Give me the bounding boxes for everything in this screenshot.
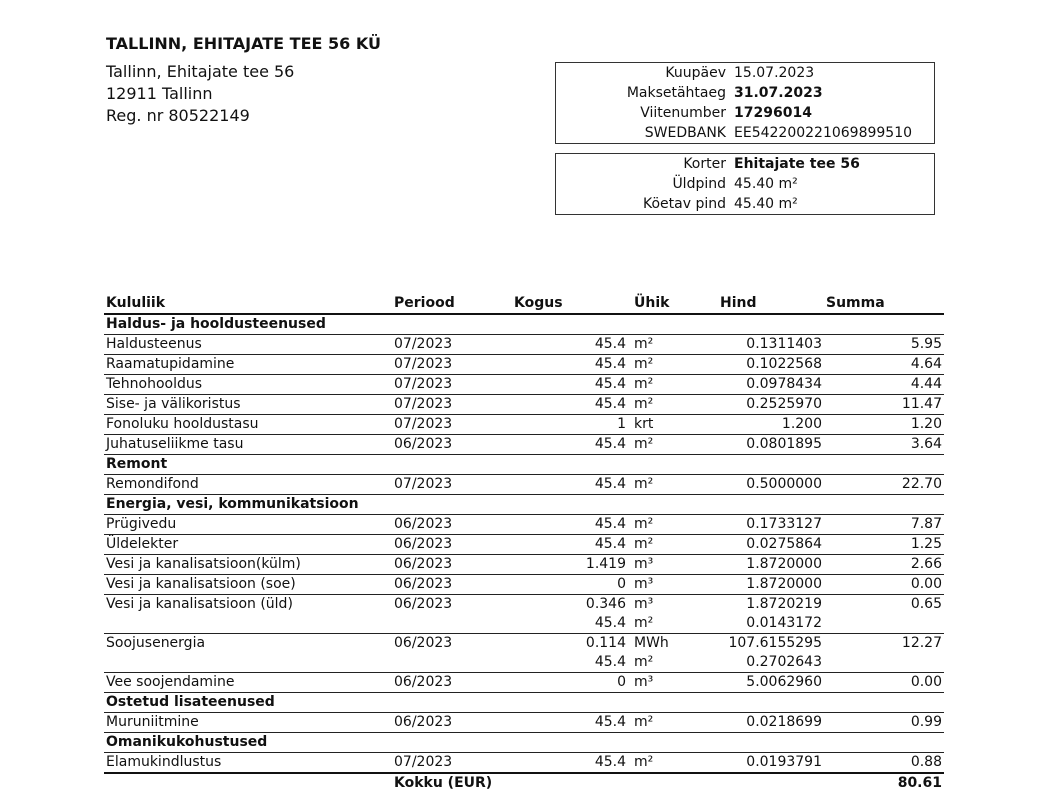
invoice-info-row — [556, 103, 934, 123]
apartment-info-box — [555, 153, 935, 215]
subrow-empty-name — [104, 614, 392, 634]
item-name: Sise- ja välikoristus — [104, 395, 392, 415]
total-value: 80.61 — [824, 773, 944, 793]
item-sum: 0.65 — [910, 596, 942, 612]
item-price: 1.8720219 — [746, 596, 822, 612]
item-period: 06/2023 — [392, 555, 512, 575]
item-name: Vesi ja kanalisatsioon (soe) — [104, 575, 392, 595]
item-name: Haldusteenus — [104, 335, 392, 355]
item-price: 1.8720000 — [718, 555, 824, 575]
header-kululiik: Kululiik — [104, 293, 392, 314]
item-price: 0.0801895 — [718, 435, 824, 455]
item-unit: m² — [628, 653, 718, 673]
invoice-info-box — [555, 62, 935, 144]
item-quantity: 45.4 — [512, 753, 628, 774]
sender-name: TALLINN, EHITAJATE TEE 56 KÜ — [106, 34, 381, 53]
total-row — [104, 773, 944, 793]
item-period: 07/2023 — [392, 335, 512, 355]
item-period: 06/2023 — [394, 596, 453, 612]
item-unit: m³ — [628, 673, 718, 693]
invoice-info-row — [556, 83, 934, 103]
item-price: 0.0978434 — [718, 375, 824, 395]
subrow-empty-sum — [824, 614, 944, 634]
item-price: 0.0193791 — [718, 753, 824, 774]
item-name: Prügivedu — [104, 515, 392, 535]
item-sum: 12.27 — [901, 635, 942, 651]
item-price: 0.1022568 — [718, 355, 824, 375]
item-unit: m³ — [628, 555, 718, 575]
category-name: Remont — [104, 455, 944, 475]
item-name: Fonoluku hooldustasu — [104, 415, 392, 435]
item-quantity: 45.4 — [512, 435, 628, 455]
category-name: Energia, vesi, kommunikatsioon — [104, 495, 944, 515]
cost-table — [104, 293, 944, 793]
item-name: Muruniitmine — [104, 713, 392, 733]
item-quantity: 0.114 — [585, 635, 626, 651]
table-subrow — [104, 653, 944, 673]
header-uhik: Ühik — [628, 293, 718, 314]
item-period: 07/2023 — [392, 355, 512, 375]
apartment-info-label: Korter — [683, 156, 726, 172]
invoice-info-label: Maksetähtaeg — [626, 85, 726, 101]
item-period: 06/2023 — [392, 713, 512, 733]
table-row — [104, 535, 944, 555]
item-quantity: 45.4 — [512, 535, 628, 555]
invoice-info-row — [556, 63, 934, 83]
item-period: 06/2023 — [392, 515, 512, 535]
item-sum: 7.87 — [824, 515, 944, 535]
item-quantity: 45.4 — [512, 375, 628, 395]
table-row — [104, 415, 944, 435]
item-unit: m² — [628, 335, 718, 355]
item-price: 1.200 — [718, 415, 824, 435]
category-row — [104, 455, 944, 475]
item-name: Vee soojendamine — [104, 673, 392, 693]
item-quantity: 0.346 — [585, 596, 626, 612]
item-unit: m² — [628, 475, 718, 495]
table-row — [104, 634, 944, 654]
item-unit: m² — [628, 515, 718, 535]
subrow-empty-sum — [824, 653, 944, 673]
item-sum: 0.88 — [824, 753, 944, 774]
item-quantity: 1.419 — [512, 555, 628, 575]
item-name: Vesi ja kanalisatsioon (üld) — [106, 596, 293, 612]
item-period: 06/2023 — [392, 435, 512, 455]
invoice-info-value: EE542200221069899510 — [734, 125, 913, 141]
invoice-info-label: Kuupäev — [665, 65, 726, 81]
apartment-info-value: Ehitajate tee 56 — [734, 156, 860, 172]
item-sum: 5.95 — [824, 335, 944, 355]
sender-address-line1: Tallinn, Ehitajate tee 56 — [106, 62, 295, 81]
item-price: 0.1311403 — [718, 335, 824, 355]
category-row — [104, 314, 944, 335]
item-sum: 4.64 — [824, 355, 944, 375]
category-name: Omanikukohustused — [104, 733, 944, 753]
table-row — [104, 713, 944, 733]
item-sum: 3.64 — [824, 435, 944, 455]
table-row — [104, 595, 944, 615]
item-price: 0.5000000 — [718, 475, 824, 495]
item-name: Üldelekter — [104, 535, 392, 555]
header-kogus: Kogus — [512, 293, 628, 314]
table-row — [104, 355, 944, 375]
item-unit: m² — [628, 614, 718, 634]
table-row — [104, 515, 944, 535]
item-period: 07/2023 — [392, 395, 512, 415]
item-quantity: 45.4 — [512, 475, 628, 495]
invoice-info-value: 17296014 — [734, 105, 812, 121]
item-name: Juhatuseliikme tasu — [104, 435, 392, 455]
item-sum: 4.44 — [824, 375, 944, 395]
item-sum: 0.00 — [824, 575, 944, 595]
item-sum: 22.70 — [824, 475, 944, 495]
item-unit: m² — [628, 395, 718, 415]
item-unit: m² — [628, 375, 718, 395]
item-period: 07/2023 — [392, 753, 512, 774]
sender-block — [106, 34, 381, 127]
table-header-row — [104, 293, 944, 314]
item-price: 1.8720000 — [718, 575, 824, 595]
apartment-info-label: Köetav pind — [642, 196, 726, 212]
subrow-empty-period — [392, 653, 512, 673]
item-period: 07/2023 — [392, 415, 512, 435]
total-label: Kokku (EUR) — [392, 773, 824, 793]
apartment-info-row — [556, 174, 934, 194]
header-hind: Hind — [718, 293, 824, 314]
item-unit: krt — [628, 415, 718, 435]
item-name: Raamatupidamine — [104, 355, 392, 375]
item-quantity: 0 — [512, 575, 628, 595]
item-quantity: 45.4 — [512, 614, 628, 634]
item-period: 06/2023 — [392, 535, 512, 555]
sender-address-line2: 12911 Tallinn — [106, 84, 213, 103]
item-period: 06/2023 — [392, 673, 512, 693]
invoice-info-label: Viitenumber — [640, 105, 726, 121]
subrow-empty-name — [104, 653, 392, 673]
invoice-info-label: SWEDBANK — [644, 125, 726, 141]
item-period: 07/2023 — [392, 375, 512, 395]
item-unit: m² — [628, 753, 718, 774]
item-sum: 11.47 — [824, 395, 944, 415]
table-row — [104, 395, 944, 415]
item-period: 06/2023 — [394, 635, 453, 651]
item-sum: 2.66 — [824, 555, 944, 575]
item-period: 06/2023 — [392, 575, 512, 595]
table-row — [104, 575, 944, 595]
apartment-info-row — [556, 194, 934, 214]
item-price: 107.6155295 — [728, 635, 822, 651]
item-name: Elamukindlustus — [104, 753, 392, 774]
item-period: 07/2023 — [392, 475, 512, 495]
item-price: 0.1733127 — [718, 515, 824, 535]
category-row — [104, 495, 944, 515]
item-unit: m³ — [634, 596, 654, 612]
item-quantity: 45.4 — [512, 515, 628, 535]
table-subrow — [104, 614, 944, 634]
category-name: Haldus- ja hooldusteenused — [104, 314, 944, 335]
item-unit: MWh — [634, 635, 669, 651]
table-row — [104, 555, 944, 575]
item-price: 0.2702643 — [718, 653, 824, 673]
apartment-info-value: 45.40 m² — [734, 196, 798, 212]
item-unit: m³ — [628, 575, 718, 595]
item-sum: 0.99 — [824, 713, 944, 733]
table-row — [104, 475, 944, 495]
item-quantity: 45.4 — [512, 335, 628, 355]
item-quantity: 1 — [512, 415, 628, 435]
item-sum: 1.20 — [824, 415, 944, 435]
item-unit: m² — [628, 535, 718, 555]
item-unit: m² — [628, 435, 718, 455]
category-name: Ostetud lisateenused — [104, 693, 944, 713]
category-row — [104, 733, 944, 753]
apartment-info-value: 45.40 m² — [734, 176, 798, 192]
item-unit: m² — [628, 355, 718, 375]
table-row — [104, 673, 944, 693]
item-name: Tehnohooldus — [104, 375, 392, 395]
apartment-info-row — [556, 154, 934, 174]
table-row — [104, 753, 944, 774]
invoice-info-row — [556, 123, 934, 143]
item-price: 0.0218699 — [718, 713, 824, 733]
item-quantity: 45.4 — [512, 355, 628, 375]
invoice-info-value: 31.07.2023 — [734, 85, 823, 101]
item-price: 0.2525970 — [718, 395, 824, 415]
header-periood: Periood — [392, 293, 512, 314]
subrow-empty-period — [392, 614, 512, 634]
table-row — [104, 335, 944, 355]
item-sum: 0.00 — [824, 673, 944, 693]
invoice-info-value: 15.07.2023 — [734, 65, 815, 81]
item-quantity: 0 — [512, 673, 628, 693]
item-unit: m² — [628, 713, 718, 733]
item-price: 5.0062960 — [718, 673, 824, 693]
item-sum: 1.25 — [824, 535, 944, 555]
item-quantity: 45.4 — [512, 713, 628, 733]
item-name: Remondifond — [104, 475, 392, 495]
item-price: 0.0275864 — [718, 535, 824, 555]
item-quantity: 45.4 — [512, 653, 628, 673]
item-name: Soojusenergia — [106, 635, 206, 651]
item-price: 0.0143172 — [718, 614, 824, 634]
header-summa: Summa — [824, 293, 944, 314]
category-row — [104, 693, 944, 713]
table-row — [104, 375, 944, 395]
sender-reg-number: Reg. nr 80522149 — [106, 106, 250, 125]
item-name: Vesi ja kanalisatsioon(külm) — [104, 555, 392, 575]
apartment-info-label: Üldpind — [672, 176, 726, 192]
table-row — [104, 435, 944, 455]
item-quantity: 45.4 — [512, 395, 628, 415]
